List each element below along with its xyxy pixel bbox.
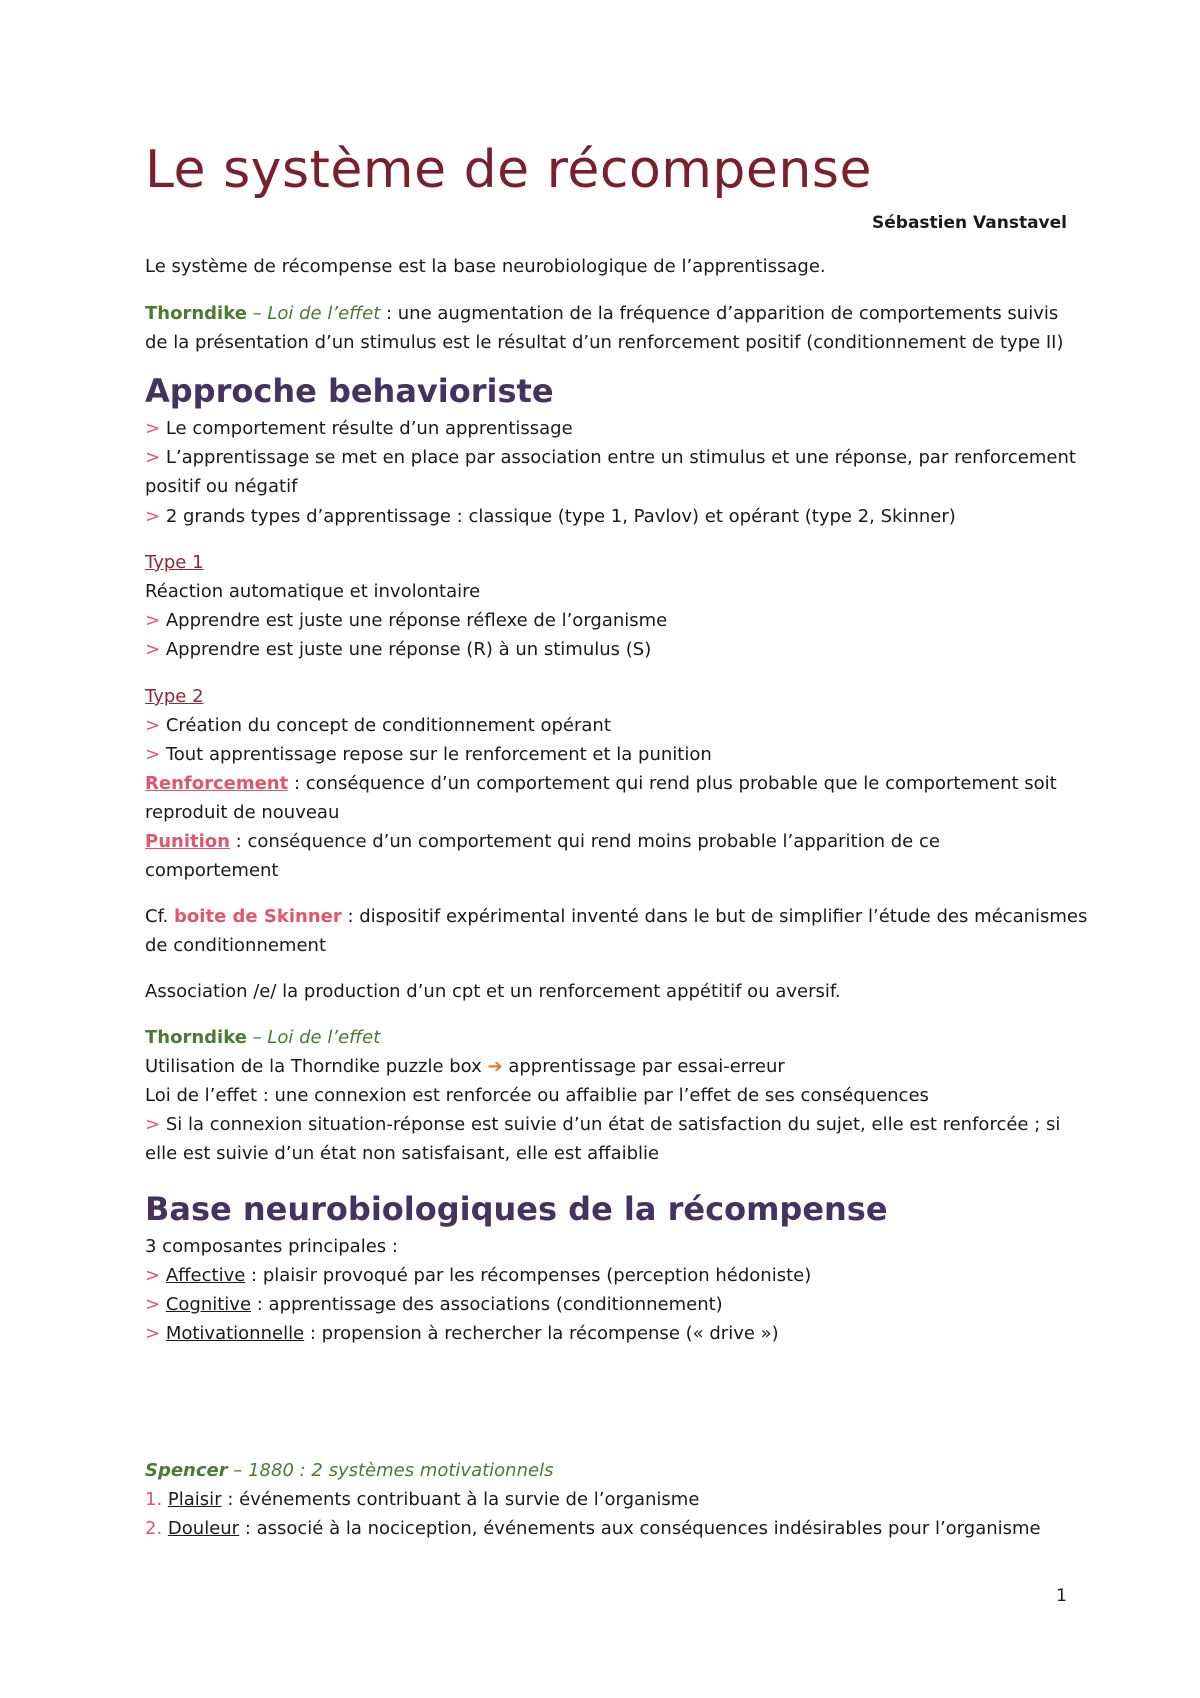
page-number: 1	[1056, 1586, 1067, 1606]
list-item: > Si la connexion situation-réponse est suivie d’un état de satisfaction du sujet, elle est renforcée ; si	[145, 1114, 1061, 1135]
skinner-paragraph-line2: de conditionnement	[145, 935, 327, 956]
chevron-right-icon: >	[145, 639, 161, 660]
punition-definition: Punition : conséquence d’un comportement qui rend moins probable l’apparition de ce	[145, 831, 940, 852]
chevron-right-icon: >	[145, 1323, 161, 1344]
puzzle-box-line: Utilisation de la Thorndike puzzle box ➔ apprentissage par essai-erreur	[145, 1056, 785, 1077]
thorndike-subheading: Thorndike – Loi de l’effet	[145, 1027, 381, 1048]
list-item: > Apprendre est juste une réponse réflexe de l’organisme	[145, 610, 668, 631]
thorndike-paragraph: Thorndike – Loi de l’effet : une augmentation de la fréquence d’apparition de comportements suivis	[145, 303, 1059, 324]
skinner-box-term: boite de Skinner	[174, 906, 342, 927]
list-item: > Motivationnelle : propension à rechercher la récompense (« drive »)	[145, 1323, 779, 1344]
renforcement-term: Renforcement	[145, 773, 289, 794]
chevron-right-icon: >	[145, 506, 161, 527]
list-item-continuation: elle est suivie d’un état non satisfaisant, elle est affaiblie	[145, 1143, 660, 1164]
list-item: > Cognitive : apprentissage des associations (conditionnement)	[145, 1294, 723, 1315]
chevron-right-icon: >	[145, 1294, 161, 1315]
list-item: > Affective : plaisir provoqué par les récompenses (perception hédoniste)	[145, 1265, 812, 1286]
list-item: > Le comportement résulte d’un apprentissage	[145, 418, 573, 439]
heading-approche-behavioriste: Approche behavioriste	[145, 372, 554, 410]
chevron-right-icon: >	[145, 1265, 161, 1286]
thorndike-name: Thorndike	[145, 303, 247, 324]
thorndike-paragraph-line2: de la présentation d’un stimulus est le résultat d’un renforcement positif (conditionnement de type II)	[145, 332, 1064, 353]
law-of-effect: Loi de l’effet	[267, 303, 381, 324]
intro-paragraph: Le système de récompense est la base neurobiologique de l’apprentissage.	[145, 256, 826, 277]
skinner-paragraph: Cf. boite de Skinner : dispositif expérimental inventé dans le but de simplifier l’étude des mécanismes	[145, 906, 1088, 927]
list-item: > 2 grands types d’apprentissage : classique (type 1, Pavlov) et opérant (type 2, Skinner)	[145, 506, 956, 527]
association-paragraph: Association /e/ la production d’un cpt et un renforcement appétitif ou aversif.	[145, 981, 841, 1002]
spencer-subheading: Spencer – 1880 : 2 systèmes motivationnels	[145, 1460, 554, 1481]
type1-label: Type 1	[145, 552, 204, 573]
type2-label: Type 2	[145, 686, 204, 707]
chevron-right-icon: >	[145, 744, 161, 765]
list-item: > L’apprentissage se met en place par association entre un stimulus et une réponse, par renforcement	[145, 447, 1076, 468]
punition-term: Punition	[145, 831, 230, 852]
punition-definition-line2: comportement	[145, 860, 279, 881]
chevron-right-icon: >	[145, 610, 161, 631]
components-intro: 3 composantes principales :	[145, 1236, 398, 1257]
chevron-right-icon: >	[145, 418, 161, 439]
list-item-continuation: positif ou négatif	[145, 476, 298, 497]
loi-effet-line: Loi de l’effet : une connexion est renforcée ou affaiblie par l’effet de ses conséquences	[145, 1085, 929, 1106]
arrow-right-icon: ➔	[487, 1056, 503, 1077]
chevron-right-icon: >	[145, 1114, 161, 1135]
chevron-right-icon: >	[145, 447, 161, 468]
list-item: > Tout apprentissage repose sur le renforcement et la punition	[145, 744, 712, 765]
type1-line: Réaction automatique et involontaire	[145, 581, 481, 602]
renforcement-definition-line2: reproduit de nouveau	[145, 802, 340, 823]
numbered-item: 2. Douleur : associé à la nociception, événements aux conséquences indésirables pour l’organisme	[145, 1518, 1041, 1539]
document-title: Le système de récompense	[145, 140, 872, 200]
renforcement-definition: Renforcement : conséquence d’un comportement qui rend plus probable que le comportement soit	[145, 773, 1057, 794]
author-name: Sébastien Vanstavel	[872, 213, 1067, 233]
chevron-right-icon: >	[145, 715, 161, 736]
list-item: > Création du concept de conditionnement opérant	[145, 715, 611, 736]
list-item: > Apprendre est juste une réponse (R) à un stimulus (S)	[145, 639, 652, 660]
heading-base-neurobiologiques: Base neurobiologiques de la récompense	[145, 1190, 888, 1228]
numbered-item: 1. Plaisir : événements contribuant à la survie de l’organisme	[145, 1489, 700, 1510]
